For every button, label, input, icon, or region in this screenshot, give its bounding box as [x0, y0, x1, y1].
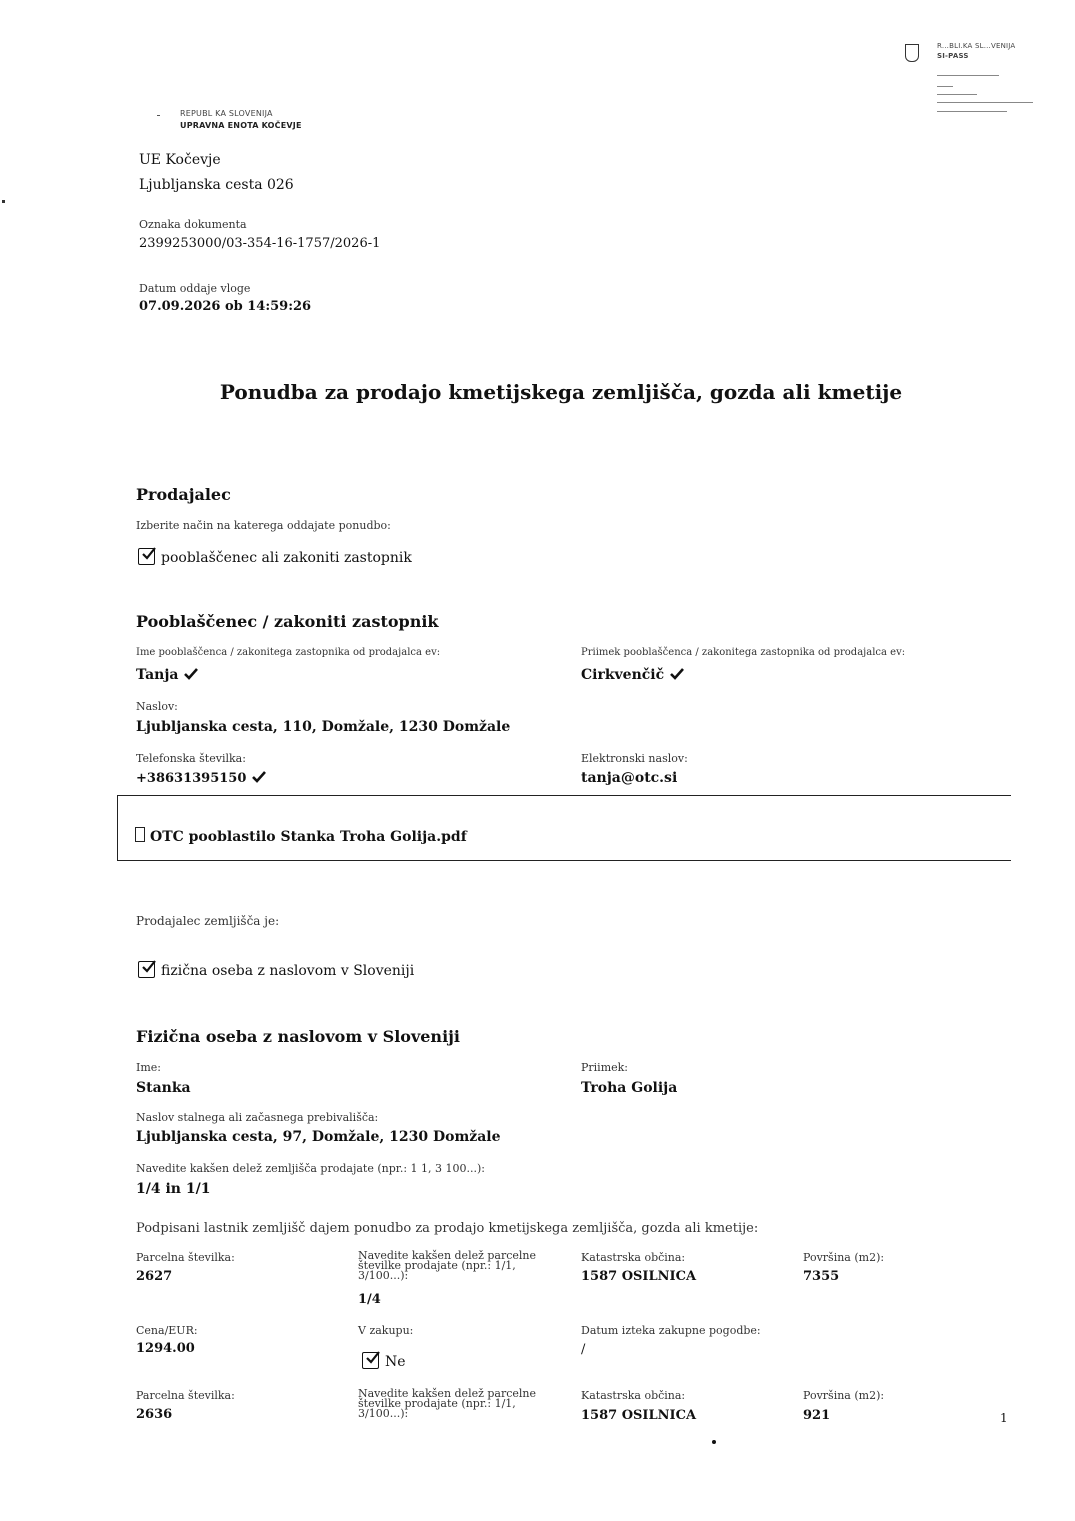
recipient-address: Ljubljanska cesta 026 — [139, 177, 294, 193]
rep-first-name — [136, 667, 198, 683]
representative-heading: Pooblaščenec / zakoniti zastopnik — [136, 612, 439, 631]
cadastral-label: Katastrska občina: — [581, 1251, 686, 1264]
verified-check-icon — [670, 668, 684, 680]
lease-value-label: Ne — [385, 1354, 406, 1370]
cadastral-value: 1587 OSILNICA — [581, 1408, 697, 1423]
person-last-name: Troha Golija — [581, 1080, 678, 1096]
verified-check-icon — [184, 668, 198, 680]
rep-address: Ljubljanska cesta, 110, Domžale, 1230 Domžale — [136, 719, 511, 735]
person-address-label: Naslov stalnega ali začasnega prebivališča: — [136, 1111, 379, 1124]
parcel-number-label: Parcelna številka: — [136, 1389, 235, 1402]
rep-email-label: Elektronski naslov: — [581, 752, 688, 765]
rep-email: tanja@otc.si — [581, 770, 678, 786]
attachment-file-name: OTC pooblastilo Stanka Troha Golija.pdf — [150, 829, 467, 845]
seller-type-option — [138, 961, 414, 979]
rep-first-name-label: Ime pooblaščenca / zakonitega zastopnika od prodajalca ev: — [136, 647, 441, 658]
seller-option-label: pooblaščenec ali zakoniti zastopnik — [161, 550, 412, 566]
parcel-share-label: Navedite kakšen delež parcelne številke prodajate (npr.: 1/1, 3/100...): — [358, 1387, 537, 1420]
person-first-name-label: Ime: — [136, 1061, 161, 1074]
rep-phone-label: Telefonska številka: — [136, 752, 246, 765]
issuer-line2: UPRAVNA ENOTA KOČEVJE — [180, 121, 302, 130]
offer-statement: Podpisani lastnik zemljišč dajem ponudbo za prodajo kmetijskega zemljišča, gozda ali kmetije: — [136, 1221, 759, 1236]
submission-date-label: Datum oddaje vloge — [139, 282, 251, 295]
document-id: 2399253000/03-354-16-1757/2026-1 — [139, 236, 381, 251]
area-value: 7355 — [803, 1269, 840, 1284]
seller-prompt: Izberite način na katerega oddajate ponudbo: — [136, 519, 391, 532]
rep-first-name-value: Tanja — [136, 667, 179, 683]
parcel-share: 1/4 — [358, 1292, 381, 1307]
sipass-line2: SI-PASS — [937, 52, 969, 60]
rep-phone — [136, 771, 266, 786]
rep-last-name-label: Priimek pooblaščenca / zakonitega zastopnika od prodajalca ev: — [581, 647, 906, 658]
seller-heading: Prodajalec — [136, 485, 231, 504]
checkbox-checked-icon — [138, 548, 155, 565]
lease-end-label: Datum izteka zakupne pogodbe: — [581, 1324, 761, 1337]
page-number: 1 — [1000, 1411, 1008, 1425]
rep-phone-value: +38631395150 — [136, 771, 247, 786]
seller-option — [138, 548, 412, 566]
area-value: 921 — [803, 1408, 831, 1423]
lease-value — [362, 1352, 406, 1370]
checkbox-checked-icon — [138, 961, 155, 978]
cadastral-value: 1587 OSILNICA — [581, 1269, 697, 1284]
person-first-name: Stanka — [136, 1080, 191, 1096]
lease-label: V zakupu: — [358, 1324, 414, 1337]
person-address: Ljubljanska cesta, 97, Domžale, 1230 Domžale — [136, 1129, 501, 1145]
area-label: Površina (m2): — [803, 1389, 885, 1402]
verified-check-icon — [252, 771, 266, 783]
issuer-logo-mark — [157, 115, 160, 116]
lease-end-value: / — [581, 1342, 586, 1357]
cadastral-label: Katastrska občina: — [581, 1389, 686, 1402]
rep-address-label: Naslov: — [136, 700, 178, 713]
attachment-file[interactable] — [135, 827, 467, 845]
page-title: Ponudba za prodajo kmetijskega zemljišča, gozda ali kmetije — [219, 380, 903, 404]
document-id-label: Oznaka dokumenta — [139, 218, 247, 231]
file-icon — [135, 827, 145, 842]
price-label: Cena/EUR: — [136, 1324, 198, 1337]
scan-speck — [712, 1440, 716, 1444]
recipient-name: UE Kočevje — [139, 152, 221, 168]
seller-type-prompt: Prodajalec zemljišča je: — [136, 914, 280, 928]
coat-of-arms-icon — [905, 44, 919, 62]
submission-date: 07.09.2026 ob 14:59:26 — [139, 299, 312, 314]
price-value: 1294.00 — [136, 1341, 195, 1356]
person-heading: Fizična oseba z naslovom v Sloveniji — [136, 1027, 461, 1046]
person-share: 1/4 in 1/1 — [136, 1181, 211, 1197]
area-label: Površina (m2): — [803, 1251, 885, 1264]
checkbox-checked-icon — [362, 1352, 379, 1369]
parcel-share-label: Navedite kakšen delež parcelne številke prodajate (npr.: 1/1, 3/100...): — [358, 1249, 537, 1282]
rep-last-name-value: Cirkvenčič — [581, 667, 665, 683]
parcel-number-label: Parcelna številka: — [136, 1251, 235, 1264]
person-share-label: Navedite kakšen delež zemljišča prodajate (npr.: 1 1, 3 100...): — [136, 1162, 485, 1175]
sipass-line1: R...BLI.KA SL...VENIJA — [937, 42, 1016, 50]
parcel-number: 2627 — [136, 1269, 173, 1284]
scan-speck — [2, 200, 5, 203]
parcel-number: 2636 — [136, 1407, 173, 1422]
seller-type-option-label: fizična oseba z naslovom v Sloveniji — [161, 963, 415, 979]
rep-last-name — [581, 667, 684, 683]
issuer-line1: REPUBL KA SLOVENIJA — [180, 109, 273, 118]
person-last-name-label: Priimek: — [581, 1061, 629, 1074]
